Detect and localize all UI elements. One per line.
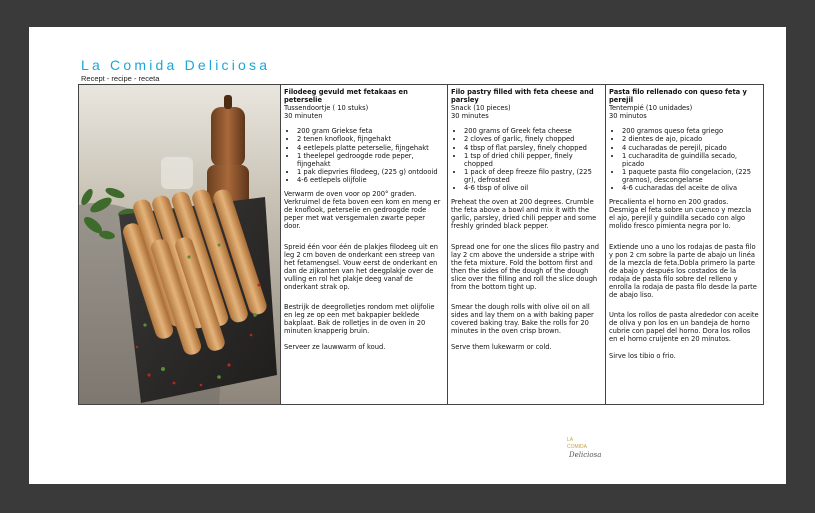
recipe-title: Pasta filo rellenado con queso feta y perejil [609, 88, 747, 105]
document-page [29, 27, 786, 484]
document-subtitle: Recept - recipe - receta [81, 74, 160, 83]
ingredient-item: • 4-6 eetlepels olijfolie [297, 176, 443, 184]
recipe-step: Serve them lukewarm or cold. [451, 343, 552, 352]
recipe-type: Tussendoortje ( 10 stuks) [284, 104, 369, 113]
recipe-step: Smear the dough rolls with olive oil on all sides and lay them on a with baking paper covered baking tray. Bake the rolls for 20 minutes in the oven crisp brown. [451, 303, 594, 336]
recipe-step: Preheat the oven at 200 degrees. Crumble the feta above a bowl and mix it with the garlic, parsley, dried chili pepper and some freshly grinded black pepper. [451, 198, 597, 231]
ingredient-item: • 4 tbsp of flat parsley, finely chopped [464, 144, 601, 152]
logo-line-1: LA [567, 437, 574, 443]
recipe-step: Spreid één voor één de plakjes filodeeg uit en leg 2 cm boven de onderkant een streep van het fetamengsel. Vouw eerst de onderkant en dan de zijkanten van het deegplakje over de vulling en rol het plakje deeg vanaf de onderkant strak op. [284, 242, 438, 291]
recipe-step: Verwarm de oven voor op 200° graden. Verkruimel de feta boven een kom en meng er de knoflook, peterselie en gedroogde rode peper met wat versgemalen zwarte peper door. [284, 190, 441, 231]
recipe-photo-illustration [79, 85, 281, 404]
ingredient-item: • 2 tenen knoflook, fijngehakt [297, 135, 443, 143]
recipe-time: 30 minutes [451, 112, 489, 121]
recipe-step: Spread one for one the slices filo pastry and lay 2 cm above the underside a stripe with the feta mixture. Fold the bottom first and then the sides of the dough of the dough slice over the filling and roll the slice dough from the bottom tight up. [451, 242, 599, 291]
recipe-photo [79, 85, 281, 404]
ingredient-list [451, 127, 601, 192]
recipe-type: Tentempié (10 unidades) [609, 104, 693, 113]
recipe-column-spanish [605, 85, 763, 404]
recipe-title: Filodeeg gevuld met fetakaas en peterselie [284, 88, 408, 105]
ingredient-item: • 4-6 tbsp of olive oil [464, 184, 601, 192]
recipe-type: Snack (10 pieces) [451, 104, 511, 113]
ingredient-item: • 4 cucharadas de perejil, picado [622, 144, 759, 152]
ingredient-item: • 200 gramos queso feta griego [622, 127, 759, 135]
ingredient-item: • 1 theelepel gedroogde rode peper, fijngehakt [297, 152, 443, 168]
recipe-step: Extiende uno a uno los rodajas de pasta filo y pon 2 cm sobre la parte de abajo un linéa de la mezcla de feta.Dobla primero la parte de abajo y después los costados de la rodaja de pasta filo sobre del relleno y enrolla la rodaja de pasta filo desde la parte de abajo liso. [609, 242, 757, 300]
ingredient-item: • 1 tsp of dried chili pepper, finely chopped [464, 152, 601, 168]
footer-logo [557, 432, 607, 462]
recipe-column-english [447, 85, 605, 404]
ingredient-item: • 1 paquete pasta filo congelacion, (225 gramos), descongelarse [622, 168, 759, 184]
recipe-time: 30 minutos [609, 112, 647, 121]
ingredient-item: • 2 cloves of garlic, finely chopped [464, 135, 601, 143]
recipe-step: Sirve los tibio o frio. [609, 351, 676, 360]
ingredient-item: • 200 grams of Greek feta cheese [464, 127, 601, 135]
ingredient-item: • 200 gram Griekse feta [297, 127, 443, 135]
recipe-step: Unta los rollos de pasta alrededor con aceite de oliva y pon los en un bandeja de horno cubrie con papel del horno. Dora los rollos en el horno cruijente en 20 minutos. [609, 311, 759, 344]
recipe-title: Filo pastry filled with feta cheese and parsley [451, 88, 594, 105]
ingredient-item: • 1 cucharadita de guindilla secado, picado [622, 152, 759, 168]
ingredient-item: • 4 eetlepels platte peterselie, fijngehakt [297, 144, 443, 152]
ingredient-list [609, 127, 759, 192]
recipe-step: Bestrijk de deegrolletjes rondom met olijfolie en leg ze op een met bakpapier beklede bakplaat. Bak de rolletjes in de oven in 20 minuten knapperig bruin. [284, 303, 435, 336]
ingredient-item: • 4-6 cucharadas del aceite de oliva [622, 184, 759, 192]
ingredient-item: • 1 pack of deep freeze filo pastry, (225 gr), defrosted [464, 168, 601, 184]
brand-title: La Comida Deliciosa [81, 57, 271, 73]
recipe-step: Precalienta el horno en 200 grados. Desmiga el feta sobre un cuenco y mezcla el ajo, perejil y guindilla secado con algo molido fresco pimienta negra por lo. [609, 198, 752, 231]
recipe-step: Serveer ze lauwwarm of koud. [284, 343, 386, 352]
recipe-column-dutch [281, 85, 447, 404]
logo-line-2: COMIDA [567, 444, 587, 450]
logo-line-3: Deliciosa [569, 451, 602, 459]
recipe-time: 30 minuten [284, 112, 323, 121]
ingredient-item: • 1 pak diepvries filodeeg, (225 g) ontdooid [297, 168, 443, 176]
recipe-table [78, 84, 764, 405]
ingredient-item: • 2 dientes de ajo, picado [622, 135, 759, 143]
ingredient-list [284, 127, 443, 184]
